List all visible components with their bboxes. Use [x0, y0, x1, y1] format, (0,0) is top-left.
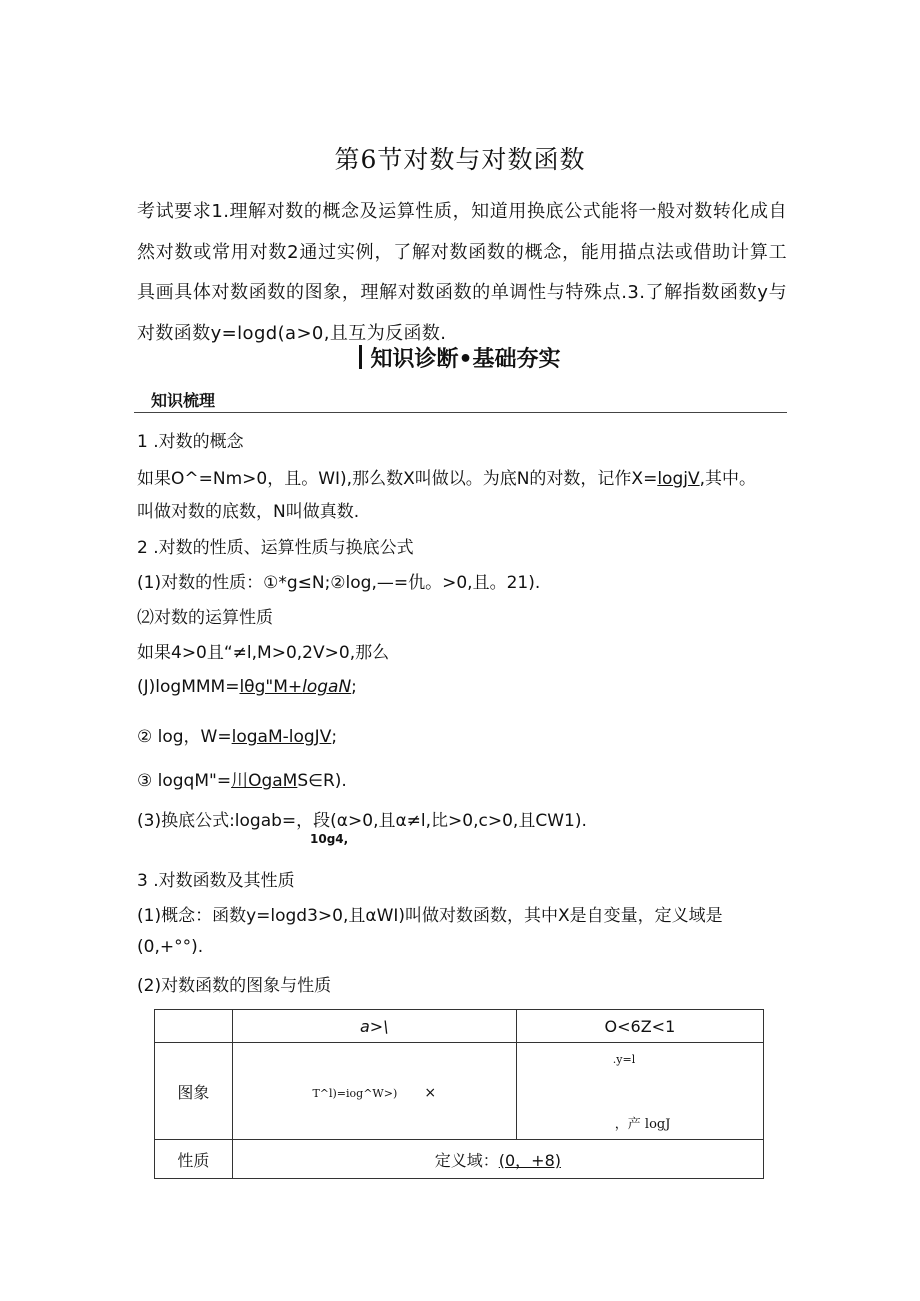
s1-line1	[137, 464, 756, 489]
s1-line2: 叫做对数的底数，N叫做真数.	[137, 502, 360, 522]
s3-concept-cont: (0,+°°).	[137, 937, 204, 957]
s2-rule-3-end: S∈R).	[297, 771, 347, 791]
s2-rule-2-underlined: logaM-logJV	[231, 727, 332, 747]
divider-line	[134, 412, 787, 413]
s1-title: 1 .对数的概念	[137, 432, 244, 452]
s2-rule-2-text: ② log，W=	[137, 727, 232, 747]
exam-requirements: 考试要求1.理解对数的概念及运算性质，知道用换底公式能将一般对数转化成自然对数或常用对数2通过实例，了解对数函数的概念，能用描点法或借助计算工具画具体对数函数的图象，理解对数函数的单调性与特殊点.3.了解指数函数y与对数函数y=logd(a>0,且互为反函数.	[137, 201, 787, 344]
table-row-graph	[155, 1043, 764, 1140]
header-a-text: a>\	[359, 1016, 389, 1036]
header-a-greater-1	[232, 1010, 516, 1043]
s2-rule-3-text: ③ logqM"=	[137, 771, 232, 791]
s2-change-of-base: (3)换底公式:logab=，段(α>0,且α≠l,比>0,c>0,且CW1).	[137, 811, 587, 831]
s2-operation-heading: ⑵对数的运算性质	[137, 608, 273, 628]
page-title: 第6节对数与对数函数	[334, 145, 586, 174]
graph-a-between-0-1	[516, 1043, 763, 1140]
section-heading-text: 知识诊断•基础夯实	[370, 347, 561, 372]
s3-title: 3 .对数函数及其性质	[137, 871, 295, 891]
s3-concept: (1)概念：函数y=logd3>0,且αWI)叫做对数函数，其中X是自变量，定义域是	[137, 906, 723, 926]
s2-small-note: 10g4,	[310, 832, 349, 846]
s2-rule-2-end: ;	[331, 727, 338, 747]
s2-rule-3	[137, 766, 347, 791]
table-corner-cell	[155, 1010, 233, 1043]
s2-rule-1-underlined-b: logaN	[302, 677, 352, 697]
domain-prefix: 定义域：	[434, 1150, 499, 1170]
graph-a-caption: T^l)=iog^W>)	[312, 1086, 398, 1100]
s1-line1-text-a: 如果O^=Nm>0，且。WI),那么数X叫做以。为底N的对数，记作X=	[137, 469, 658, 489]
s3-graph-heading: (2)对数函数的图象与性质	[137, 976, 332, 996]
s2-rule-1-underlined-a: lθg"M+	[239, 677, 303, 697]
s2-title: 2 .对数的性质、运算性质与换底公式	[137, 538, 414, 558]
property-domain-cell	[232, 1140, 763, 1179]
s2-condition: 如果4>0且“≠l,M>0,2V>0,那么	[137, 643, 390, 663]
header-a-between-0-1: O<6Z<1	[516, 1010, 763, 1043]
domain-value: (0，+8)	[498, 1150, 561, 1170]
subheading: 知识梳理	[151, 391, 216, 410]
graph-a-mark: ×	[424, 1084, 437, 1101]
graph-a-greater-1	[232, 1043, 516, 1140]
table-row-property	[155, 1140, 764, 1179]
s2-properties: (1)对数的性质：①*g≤N;②log,—=仇。>0,且。21).	[137, 573, 541, 593]
s2-rule-1	[137, 677, 357, 697]
s2-rule-3-underlined: 川OgaM	[231, 771, 298, 791]
graph-b-label-2: ，产 logJ	[614, 1117, 671, 1132]
graph-b-label-1: .y=l	[612, 1053, 636, 1066]
log-function-table	[154, 1009, 764, 1179]
s2-rule-1-text: (J)logMMM=	[137, 677, 240, 697]
s1-line1-underlined: logjV	[657, 469, 700, 489]
s1-line1-text-b: ,其中。	[699, 469, 757, 489]
row-label-graph: 图象	[155, 1043, 233, 1140]
s2-rule-1-end: ;	[351, 677, 357, 697]
table-header-row	[155, 1010, 764, 1043]
graph-b-area	[517, 1043, 763, 1139]
row-label-property: 性质	[155, 1140, 233, 1179]
s2-rule-2	[137, 722, 337, 747]
section-heading	[0, 342, 920, 373]
heading-bar	[359, 345, 362, 369]
